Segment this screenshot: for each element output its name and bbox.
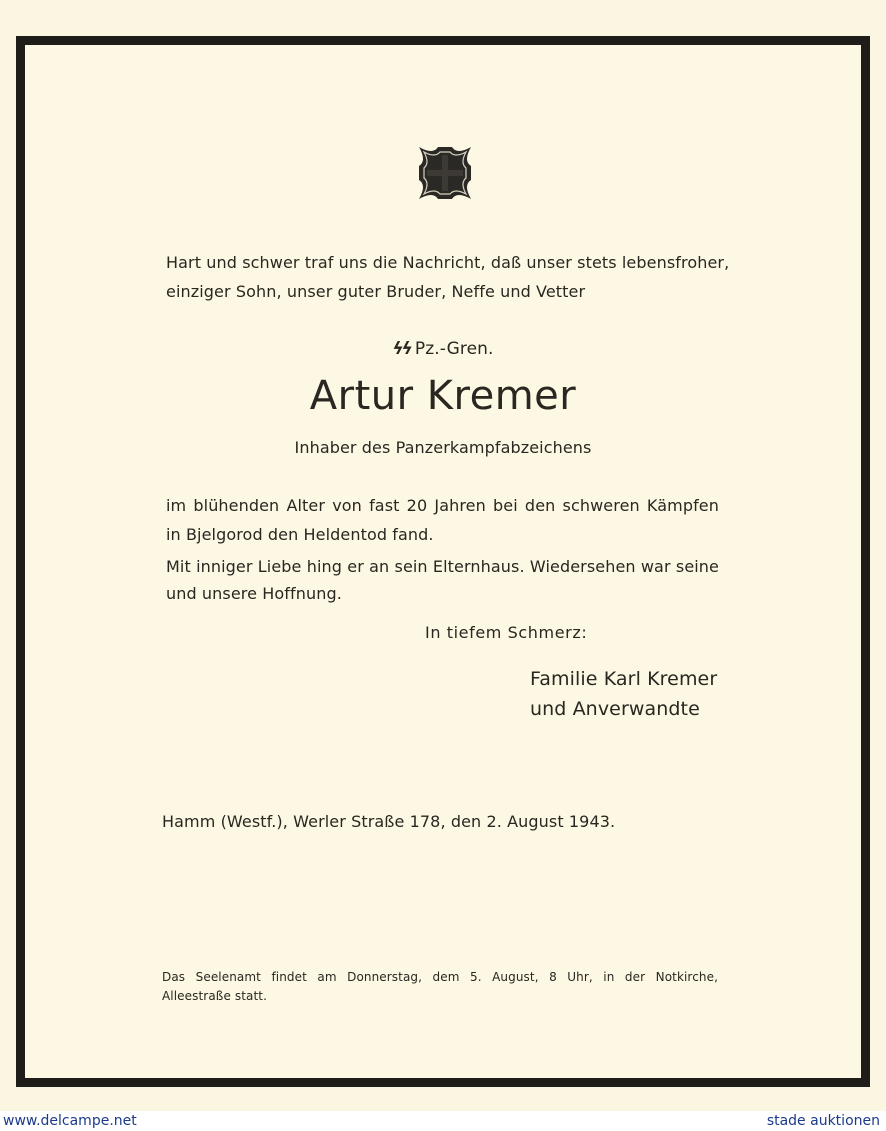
family-line-1: Familie Karl Kremer [530,668,718,690]
intro-line-1: Hart und schwer traf uns die Nachricht, daß unser stets lebensfroher, [166,253,730,272]
rank-line [0,339,886,359]
mass-notice-line-2: Alleestraße statt. [162,989,267,1003]
rank-symbol: ϟϟ [392,339,411,359]
intro-line-2: einziger Sohn, unser guter Bruder, Neffe und Vetter [166,282,586,301]
watermark-left: www.delcampe.net [3,1113,137,1129]
paragraph-1-line-1: im blühenden Alter von fast 20 Jahren bei den schweren Kämpfen [166,496,719,515]
rank-title: Pz.-Gren. [414,339,494,359]
watermark-right: stade auktionen [766,1113,880,1129]
place-date: Hamm (Westf.), Werler Straße 178, den 2. August 1943. [162,812,616,831]
mass-notice-line-1: Das Seelenamt findet am Donnerstag, dem 5. August, 8 Uhr, in der Notkirche, [162,970,718,984]
deceased-name: Artur Kremer [309,373,577,419]
iron-cross-icon [415,143,475,203]
watermark-bar [0,1111,886,1131]
paragraph-1-line-2: in Bjelgorod den Heldentod fand. [166,525,434,544]
paragraph-2-line-1: Mit inniger Liebe hing er an sein Elternhaus. Wiedersehen war seine [166,557,719,576]
family-line-2: und Anverwandte [530,698,700,720]
grief-line: In tiefem Schmerz: [425,623,588,642]
award-line: Inhaber des Panzerkampfabzeichens [294,438,592,457]
paragraph-2-line-2: und unsere Hoffnung. [166,584,342,603]
